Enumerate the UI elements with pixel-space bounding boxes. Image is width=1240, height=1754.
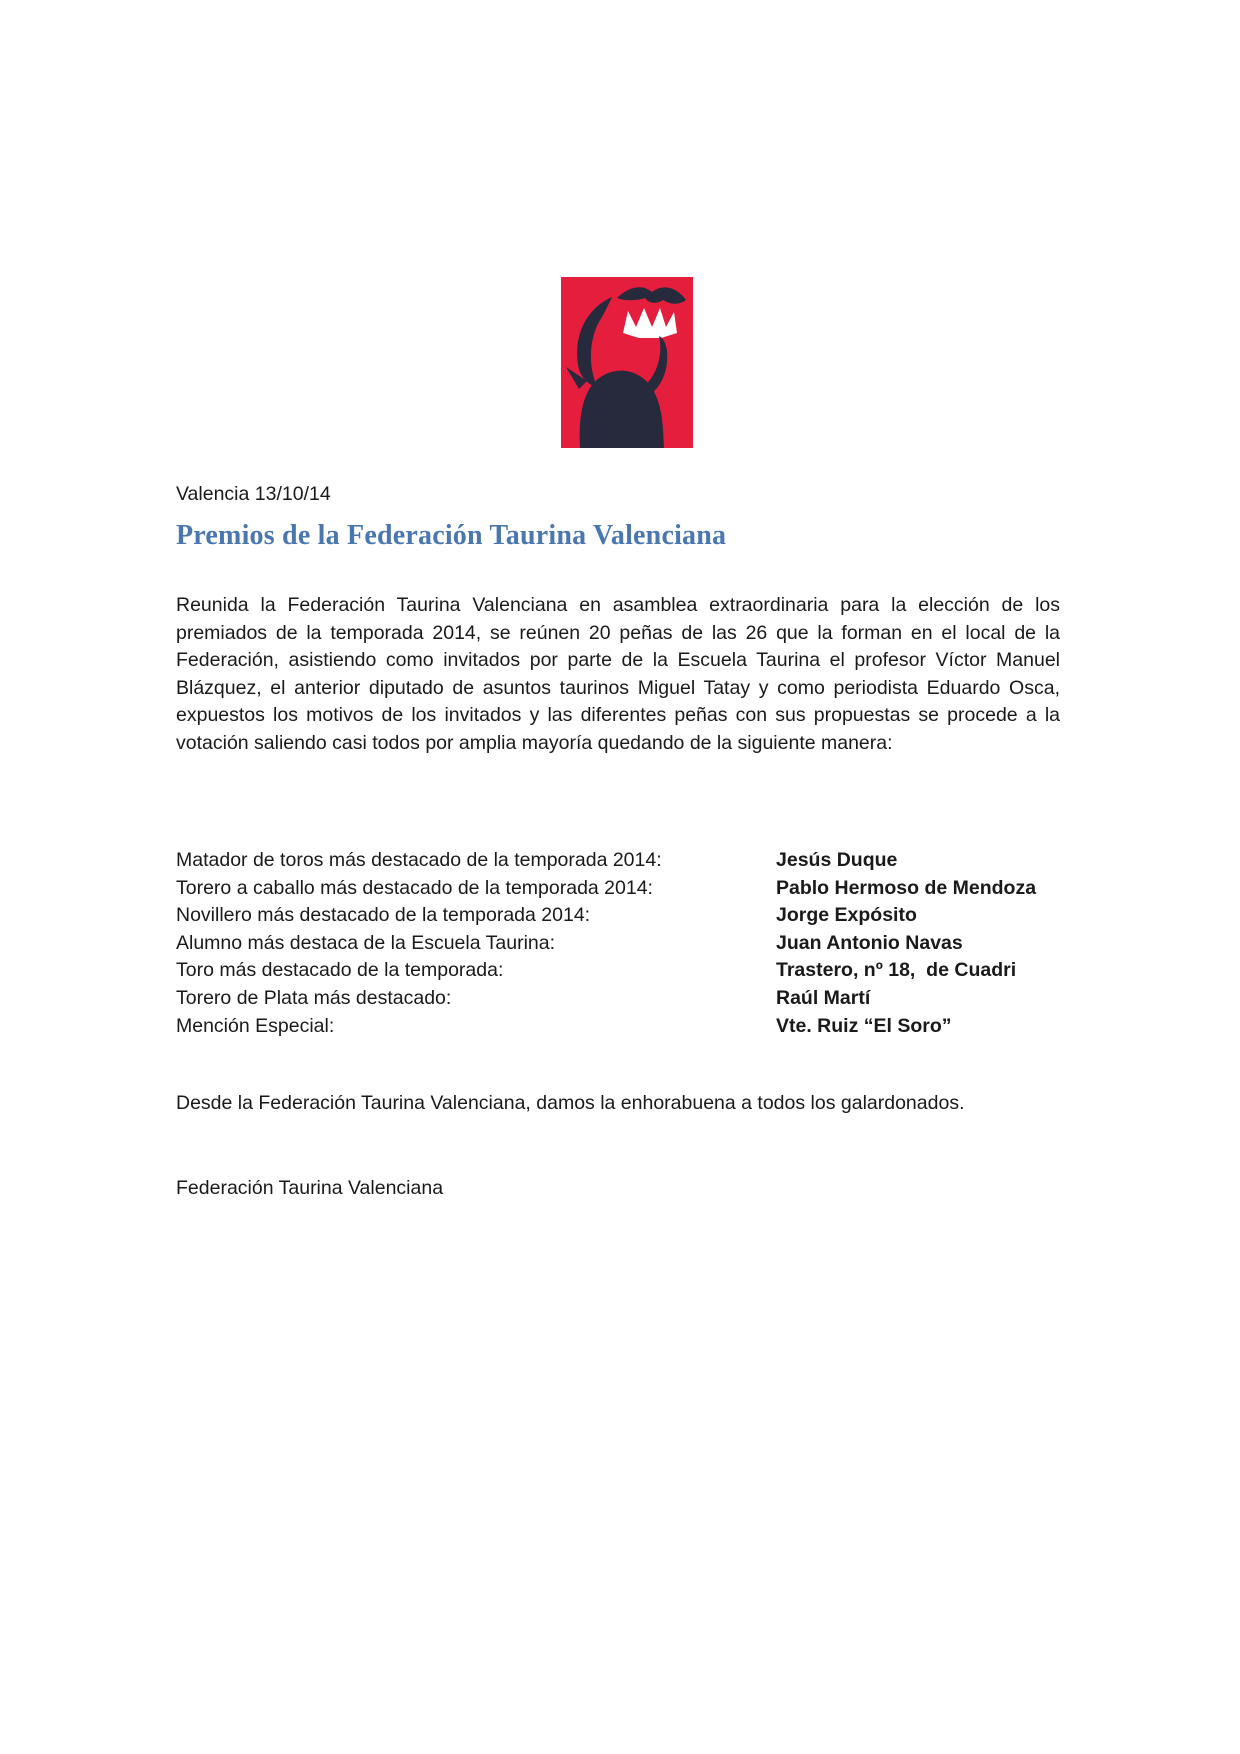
closing-line: Desde la Federación Taurina Valenciana, damos la enhorabuena a todos los galardonados. [176, 1092, 965, 1114]
award-winner: Pablo Hermoso de Mendoza [776, 876, 1037, 899]
federacion-taurina-valenciana-logo [561, 277, 693, 448]
intro-paragraph: Reunida la Federación Taurina Valenciana en asamblea extraordinaria para la elección de los premiados de la temporada 2014, se reúnen 20 peñas de las 26 que la forman en el local de la Federación, asistiendo como invitados por parte de la Escuela Taurina el profesor Víctor Manuel Blázquez, el anterior diputado de asuntos taurinos Miguel Tatay y como periodista Eduardo Osca, expuestos los motivos de los invitados y las diferentes peñas con sus propuestas se procede a la votación saliendo casi todos por amplia mayoría quedando de la siguiente manera: [176, 594, 1060, 754]
award-winner: Jesús Duque [776, 849, 898, 871]
award-category: Matador de toros más destacado de la temporada 2014: [176, 849, 662, 871]
award-category: Alumno más destaca de la Escuela Taurina: [176, 931, 556, 954]
signature-line: Federación Taurina Valenciana [176, 1177, 444, 1199]
award-category: Novillero más destacado de la temporada 2014: [176, 904, 591, 927]
awards-list [176, 847, 1116, 1040]
award-row [176, 930, 1116, 958]
award-winner: Vte. Ruiz “El Soro” [776, 1014, 952, 1037]
award-row [176, 957, 1116, 985]
award-winner: Raúl Martí [776, 986, 871, 1009]
award-row [176, 985, 1116, 1013]
award-category: Torero a caballo más destacado de la temporada 2014: [176, 876, 653, 899]
award-row [176, 847, 1116, 875]
award-row [176, 875, 1116, 903]
award-winner: Trastero, nº 18, de Cuadri [776, 959, 1017, 982]
document-title: Premios de la Federación Taurina Valenciana [176, 520, 727, 551]
award-winner: Juan Antonio Navas [776, 931, 963, 954]
date-line: Valencia 13/10/14 [176, 483, 331, 505]
award-category: Mención Especial: [176, 1014, 335, 1037]
award-row [176, 902, 1116, 930]
award-row [176, 1013, 1116, 1041]
award-winner: Jorge Expósito [776, 904, 917, 927]
award-category: Torero de Plata más destacado: [176, 986, 452, 1009]
award-category: Toro más destacado de la temporada: [176, 959, 504, 982]
